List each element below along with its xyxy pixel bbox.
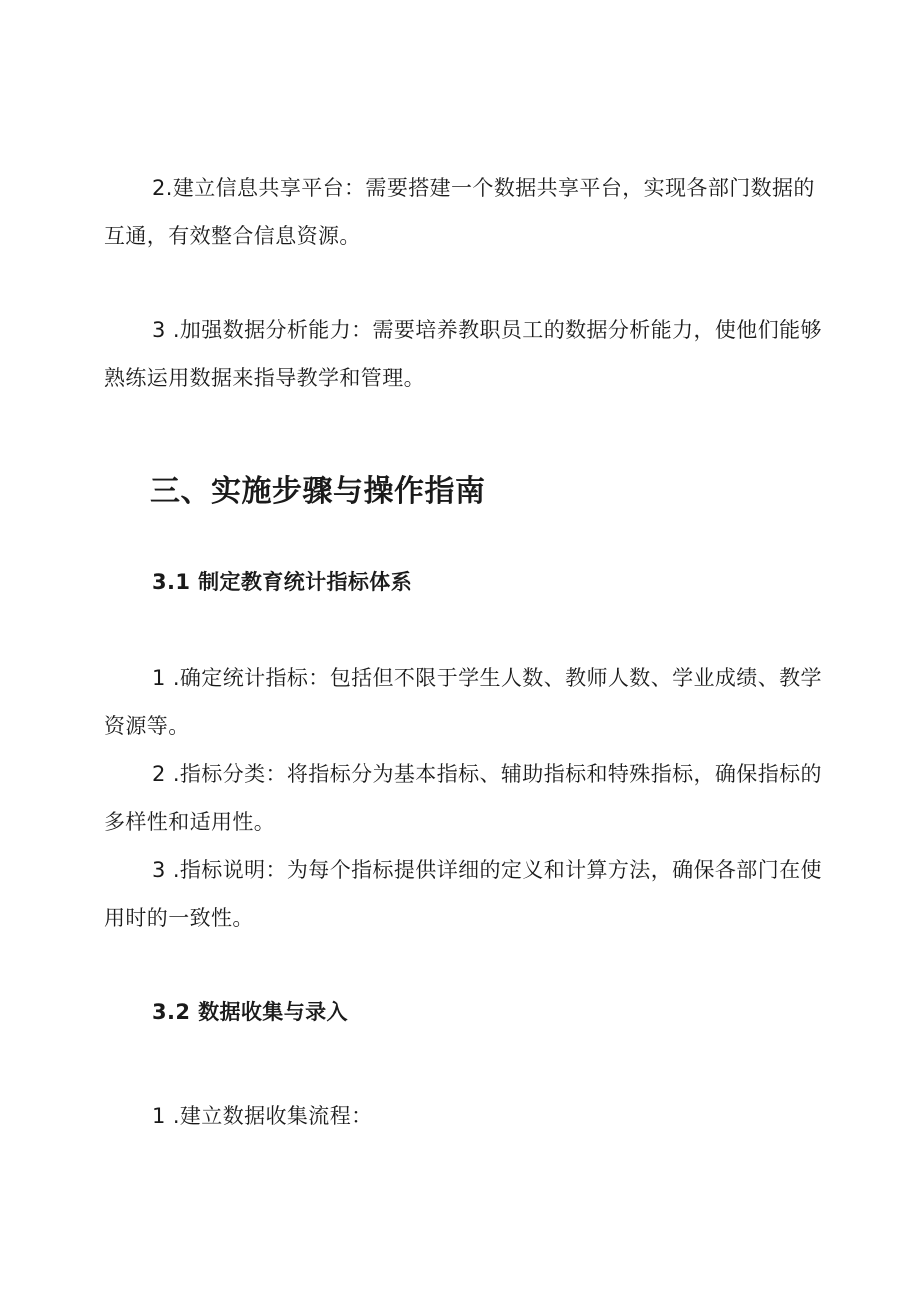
paragraph-share-platform: 2.建立信息共享平台：需要搭建一个数据共享平台，实现各部门数据的互通，有效整合信息资源。 <box>104 176 815 248</box>
paragraph-data-analysis: 3 .加强数据分析能力：需要培养教职员工的数据分析能力，使他们能够熟练运用数据来指导教学和管理。 <box>104 318 822 390</box>
section-heading: 三、实施步骤与操作指南 <box>150 474 486 509</box>
list-item-classification: 2 .指标分类：将指标分为基本指标、辅助指标和特殊指标，确保指标的多样性和适用性。 <box>104 762 822 834</box>
subsection-title-3-2: 3.2 数据收集与录入 <box>152 1000 348 1024</box>
list-item-indicators: 1 .确定统计指标：包括但不限于学生人数、教师人数、学业成绩、教学资源等。 <box>104 666 822 738</box>
list-item-explanation: 3 .指标说明：为每个指标提供详细的定义和计算方法，确保各部门在使用时的一致性。 <box>104 858 822 930</box>
subsection-title-3-1: 3.1 制定教育统计指标体系 <box>152 570 413 594</box>
list-item-collection-process: 1 .建立数据收集流程： <box>152 1104 373 1128</box>
